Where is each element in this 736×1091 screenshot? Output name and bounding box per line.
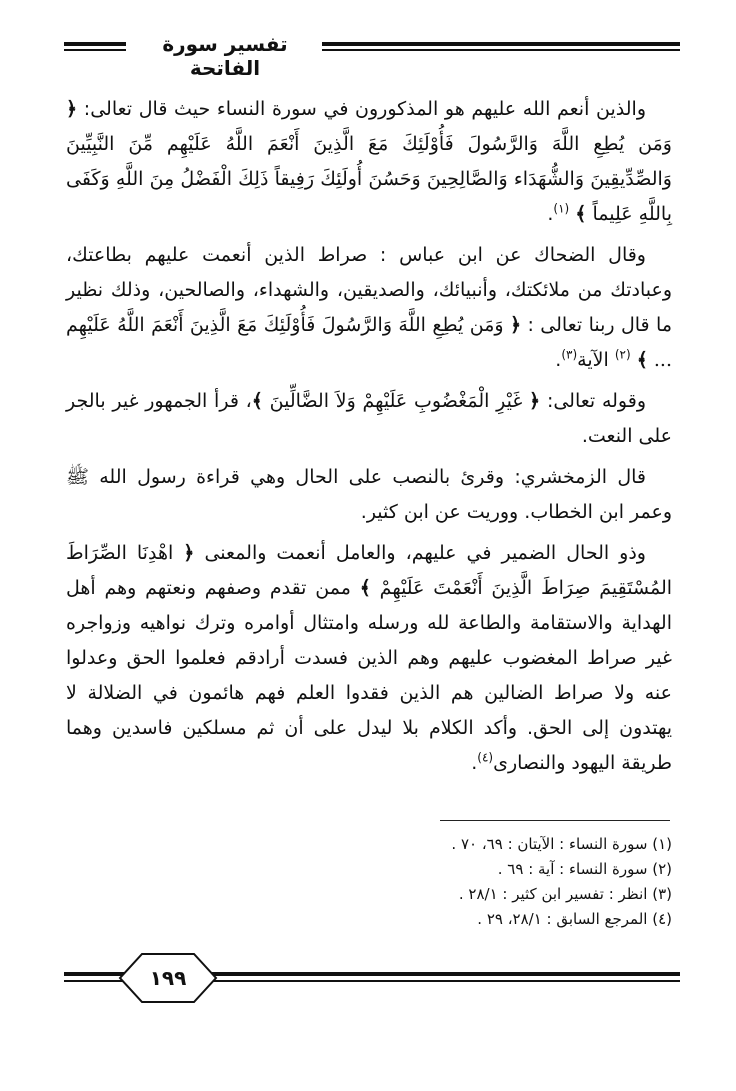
quran-verse: وَمَن يُطِعِ اللَّهَ وَالرَّسُولَ فَأُوْلَئِكَ مَعَ الَّذِينَ أَنْعَمَ اللَّهُ عَلَيْهِم مِّنَ النَّبِيِّينَ وَالصِّدِّيقِينَ وَالشُّهَدَاء وَالصَّالِحِينَ وَحَسُنَ أُولَئِكَ رَفِيقاً ذَلِكَ الْفَضْلُ مِنَ اللَّهِ وَكَفَى بِاللَّهِ عَلِيماً — [66, 133, 672, 225]
paragraph-1-intro: والذين أنعم الله عليهم هو المذكورون في سورة النساء حيث قال تعالى: — [83, 98, 646, 120]
paragraph-3-intro: وقوله تعالى: — [546, 390, 646, 412]
footnote-separator — [440, 820, 670, 821]
footnote-2: (٢) سورة النساء : آية : ٦٩ . — [497, 860, 672, 878]
footnote-ref[interactable]: (٤) — [477, 750, 494, 765]
paragraph-2-tail: الآية — [577, 349, 609, 371]
main-text — [66, 92, 672, 787]
paragraph-5 — [66, 536, 672, 781]
paragraph-1 — [66, 92, 672, 232]
paragraph-3-tail: ، قرأ الجمهور غير بالجر على النعت. — [66, 390, 672, 447]
paragraph-3 — [66, 384, 672, 454]
footnote-3: (٣) انظر : تفسير ابن كثير : ٢٨/١ . — [458, 885, 672, 903]
quran-verse: غَيْرِ الْمَغْضُوبِ عَلَيْهِمْ وَلاَ الضَّالِّينَ — [269, 390, 523, 412]
paragraph-1-tail: . — [547, 203, 554, 225]
header-rule-left — [64, 42, 126, 51]
quran-bracket-open: ﴿ — [529, 390, 541, 412]
paragraph-2-text: وقال الضحاك عن ابن عباس : صراط الذين أنعمت عليهم بطاعتك، وعبادتك من ملائكتك، وأنبيائك، والصديقين، والشهداء، والصالحين، وذلك نظير ما قال ربنا تعالى : — [66, 244, 672, 336]
footnote-ref[interactable]: (١) — [553, 201, 570, 216]
running-title: تفسير سورة الفاتحة — [162, 32, 288, 80]
footnote-ref[interactable]: (٣) — [561, 347, 578, 362]
quran-bracket-close: ﴾ — [251, 390, 263, 412]
header-rule-right — [322, 42, 680, 51]
footnote-ref[interactable]: (٢) — [614, 347, 631, 362]
paragraph-2-end: . — [555, 349, 562, 371]
running-header — [64, 30, 680, 80]
paragraph-4 — [66, 460, 672, 530]
paragraph-2 — [66, 238, 672, 378]
paragraph-4-text: قال الزمخشري: وقرئ بالنصب على الحال وهي قراءة رسول الله ﷺ وعمر ابن الخطاب. ووريت عن ابن كثير. — [66, 466, 672, 523]
footnote-1: (١) سورة النساء : الآيتان : ٦٩، ٧٠ . — [451, 835, 672, 853]
quran-bracket-open: ﴿ — [509, 314, 522, 336]
quran-bracket-close: ﴾ — [636, 349, 648, 371]
footnotes — [66, 832, 672, 932]
quran-verse: اهْدِنَا الصِّرَاطَ المُسْتَقِيمَ صِرَاطَ الَّذِينَ أَنْعَمْتَ عَلَيْهِمْ — [66, 542, 673, 599]
quran-bracket-open: ﴿ — [183, 542, 195, 564]
paragraph-5-intro: وذو الحال الضمير في عليهم، والعامل أنعمت والمعنى — [204, 542, 646, 564]
quran-bracket-close: ﴾ — [575, 203, 587, 225]
page-footer — [64, 948, 680, 1008]
paragraph-5-tail: ممن تقدم وصفهم ونعتهم وهم أهل الهداية والاستقامة والطاعة لله ورسله وامتثال أوامره وترك نواهيه وزواجره غير صراط المغضوب عليهم وهم الذين فسدت أرادقم فعلموا الحق وعدلوا عنه ولا صراط الضالين هم الذين فقدوا العلم فهم هائمون في الضلالة لا يهتدون إلى الحق. وأكد الكلام بلا ليدل على أن ثم مسلكين فاسدين وهما طريقة اليهود والنصارى — [66, 577, 672, 774]
quran-verse: وَمَن يُطِعِ اللَّهَ وَالرَّسُولَ فَأُوْلَئِكَ مَعَ الَّذِينَ أَنْعَمَ اللَّهُ عَلَيْهِم ... — [66, 314, 672, 371]
paragraph-5-end: . — [471, 752, 478, 774]
quran-bracket-open: ﴿ — [66, 98, 78, 120]
page-number: ١٩٩ — [149, 966, 187, 990]
quran-bracket-close: ﴾ — [359, 577, 371, 599]
page-number-frame — [118, 952, 218, 1004]
footnote-4: (٤) المرجع السابق : ٢٨/١، ٢٩ . — [477, 910, 672, 928]
